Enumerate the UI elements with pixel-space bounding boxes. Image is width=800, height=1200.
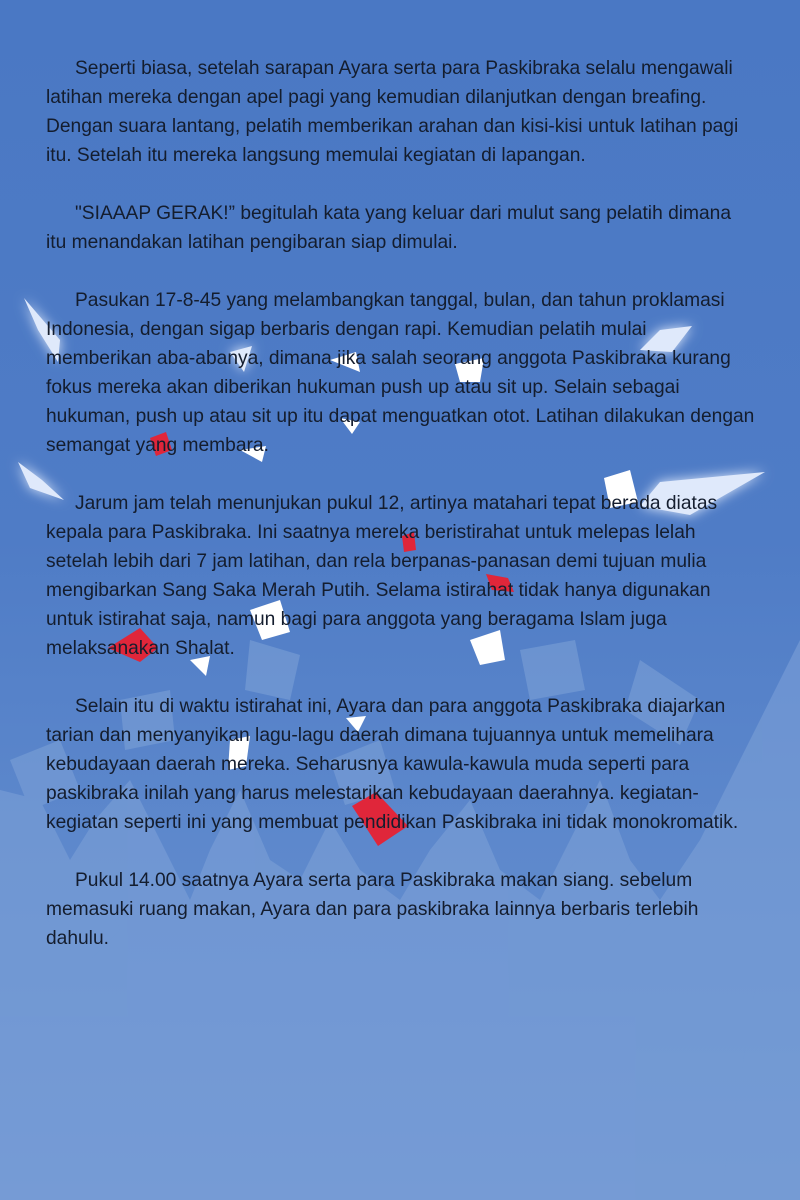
paragraph-1: Seperti biasa, setelah sarapan Ayara serta para Paskibraka selalu mengawali latihan mereka dengan apel pagi yang kemudian dilanjutkan dengan breafing. Dengan suara lantang, pelatih memberikan arahan dan kisi-kisi untuk latihan pagi itu. Setelah itu mereka langsung memulai kegiatan di lapangan.	[46, 58, 739, 166]
story-text	[46, 54, 756, 982]
paragraph-2: "SIAAAP GERAK!” begitulah kata yang keluar dari mulut sang pelatih dimana itu menandakan latihan pengibaran siap dimulai.	[46, 203, 732, 253]
paragraph-5: Selain itu di waktu istirahat ini, Ayara dan para anggota Paskibraka diajarkan tarian dan menyanyikan lagu-lagu daerah dimana tujuannya untuk memelihara kebudayaan daerah mereka. Seharusnya kawula-kawula muda seperti para paskibraka inilah yang harus melestarikan kebudayaan daerahnya. kegiatan-kegiatan seperti ini yang membuat pendidikan Paskibraka ini tidak monokromatik.	[46, 696, 739, 833]
paragraph-4: Jarum jam telah menunjukan pukul 12, artinya matahari tepat berada diatas kepala para Paskibraka. Ini saatnya mereka beristirahat untuk melepas lelah setelah lebih dari 7 jam latihan, dan rela berpanas-panasan demi tujuan mulia mengibarkan Sang Saka Merah Putih. Selama istirahat tidak hanya digunakan untuk istirahat saja, namun bagi para anggota yang beragama Islam juga melaksanakan Shalat.	[46, 493, 718, 659]
paragraph-6: Pukul 14.00 saatnya Ayara serta para Paskibraka makan siang. sebelum memasuki ruang makan, Ayara dan para paskibraka lainnya berbaris terlebih dahulu.	[46, 870, 699, 949]
paragraph-3: Pasukan 17-8-45 yang melambangkan tanggal, bulan, dan tahun proklamasi Indonesia, dengan sigap berbaris dengan rapi. Kemudian pelatih mulai memberikan aba-abanya, dimana jika salah seorang anggota Paskibraka kurang fokus mereka akan diberikan hukuman push up atau sit up. Selain sebagai hukuman, push up atau sit up itu dapat menguatkan otot. Latihan dilakukan dengan semangat yang membara.	[46, 290, 755, 456]
